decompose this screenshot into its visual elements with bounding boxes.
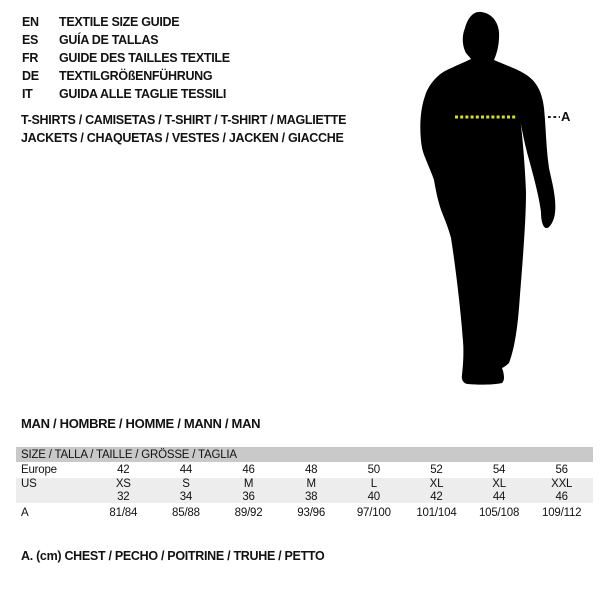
table-row	[16, 490, 593, 503]
size-cell: 32	[117, 490, 130, 503]
category-line: T-SHIRTS / CAMISETAS / T-SHIRT / T-SHIRT / MAGLIETTE	[21, 113, 347, 127]
size-cell: 44	[179, 464, 193, 476]
size-cell: 85/88	[172, 506, 200, 519]
size-cell: 36	[242, 490, 255, 503]
size-cell: M	[243, 478, 254, 490]
section-title: MAN / HOMBRE / HOMME / MANN / MAN	[21, 416, 261, 431]
row-label: A	[21, 506, 29, 519]
man-silhouette-path	[420, 12, 555, 385]
size-cell: 109/112	[542, 506, 582, 519]
size-cell: 54	[492, 464, 506, 476]
size-cell: 56	[555, 464, 568, 476]
size-cell: 89/92	[234, 506, 263, 519]
language-label: TEXTILE SIZE GUIDE	[59, 15, 180, 29]
table-row	[16, 478, 593, 490]
size-cell: L	[370, 478, 377, 490]
size-cell: 46	[242, 464, 255, 476]
size-cell: 93/96	[297, 506, 326, 519]
language-code: IT	[22, 87, 33, 101]
table-row	[16, 503, 593, 522]
size-cell: 42	[430, 490, 443, 503]
size-cell: 105/108	[478, 506, 520, 519]
size-table	[16, 447, 593, 522]
size-cell: 50	[367, 464, 381, 476]
size-cell: 81/84	[109, 506, 138, 519]
language-code: ES	[22, 33, 39, 47]
size-cell: 40	[367, 490, 381, 503]
category-list	[21, 111, 346, 147]
language-row	[22, 13, 230, 31]
language-list	[22, 13, 230, 103]
language-label: TEXTILGRÖßENFÜHRUNG	[59, 69, 213, 83]
size-cell: M	[306, 478, 316, 490]
language-row	[22, 85, 230, 103]
category-line: JACKETS / CHAQUETAS / VESTES / JACKEN / GIACCHE	[21, 131, 344, 145]
size-cell: XXL	[551, 478, 573, 490]
language-label: GUIDE DES TAILLES TEXTILE	[59, 51, 230, 65]
language-code: EN	[22, 15, 39, 29]
language-code: FR	[22, 51, 39, 65]
size-cell: 42	[117, 464, 130, 476]
footnote: A. (cm) CHEST / PECHO / POITRINE / TRUHE / PETTO	[21, 549, 325, 563]
language-row	[22, 49, 230, 67]
measure-label-a: A	[561, 109, 571, 124]
language-label: GUÍA DE TALLAS	[59, 33, 159, 47]
size-cell: 34	[179, 490, 193, 503]
size-cell: XS	[115, 478, 131, 490]
size-cell: XL	[492, 478, 506, 490]
man-silhouette-svg	[398, 8, 563, 385]
man-silhouette	[398, 8, 563, 385]
size-table-header: SIZE / TALLA / TAILLE / GRÖSSE / TAGLIA	[16, 447, 593, 462]
size-cell: 44	[492, 490, 506, 503]
language-row	[22, 31, 230, 49]
size-cell: S	[182, 478, 190, 490]
size-cell: 38	[304, 490, 318, 503]
size-cell: 48	[304, 464, 318, 476]
size-cell: 97/100	[356, 506, 391, 519]
language-row	[22, 67, 230, 85]
language-code: DE	[22, 69, 39, 83]
size-cell: 46	[555, 490, 568, 503]
row-label: Europe	[21, 464, 57, 476]
size-table-rows	[16, 462, 593, 522]
row-label: US	[21, 478, 37, 490]
size-cell: XL	[429, 478, 444, 490]
table-row	[16, 462, 593, 478]
language-label: GUIDA ALLE TAGLIE TESSILI	[59, 87, 227, 101]
size-cell: 101/104	[416, 506, 457, 519]
size-cell: 52	[430, 464, 443, 476]
